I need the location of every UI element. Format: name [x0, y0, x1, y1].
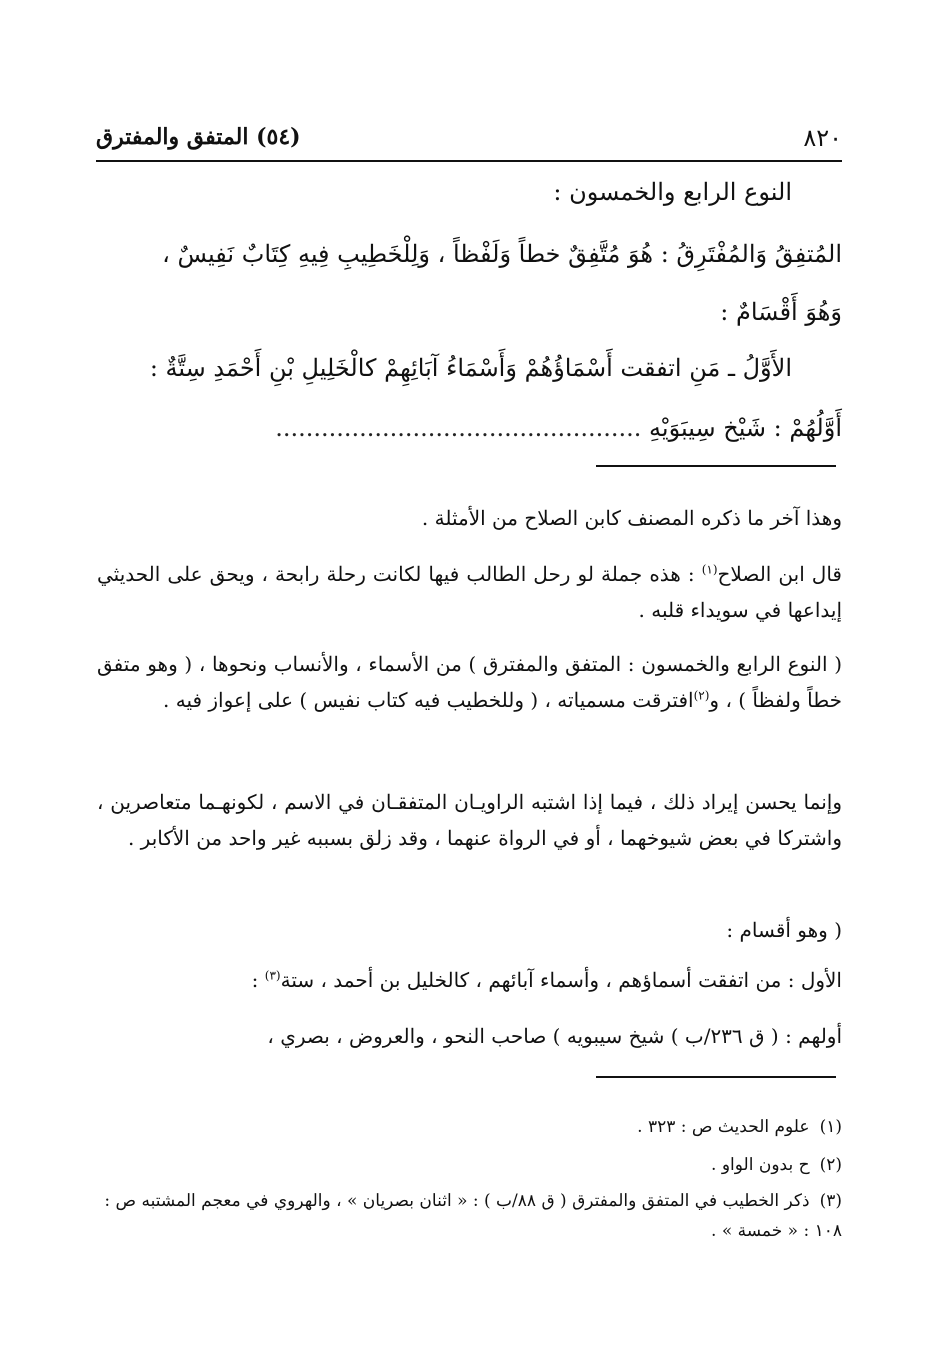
paragraph-text: قال ابن الصلاح — [717, 562, 842, 586]
paragraph-text: : هذه جملة لو رحل الطالب فيها لكانت رحلة رابحة ، ويحق على الحديثي إيداعها في سويداء قلبه . — [97, 562, 842, 622]
footnote-text: ح بدون الواو . — [711, 1155, 810, 1175]
footnote-rule — [596, 1076, 836, 1078]
footnote-ref: (٣) — [264, 968, 281, 983]
verse-dots: ................................................ — [275, 414, 642, 442]
section-title: (٥٤) المتفق والمفترق — [96, 124, 301, 150]
verse-line — [97, 414, 842, 443]
verse-line: الأَوَّلُ ـ مَنِ اتفقت أَسْمَاؤُهُمْ وَأَسْمَاءُ آبَائِهِمْ كالْخَلِيلِ بْنِ أَحْمَدِ سِتَّةٌ : — [149, 354, 792, 382]
footnote-text: ذكر الخطيب في المتفق والمفترق ( ق ٨٨/ب ) : « اثنان بصريان » ، والهروي في معجم المشتبه ص : ١٠٨ : « خمسة » . — [104, 1191, 842, 1241]
paragraph-text: الأول : من اتفقت أسماؤهم ، وأسماء آبائهم ، كالخليل بن أحمد ، ستة — [280, 968, 842, 992]
verse-line: النوع الرابع والخمسون : — [553, 178, 792, 206]
footnote-text: علوم الحديث ص : ٣٢٣ . — [637, 1117, 810, 1137]
paragraph — [97, 962, 842, 998]
footnote-ref: (٢) — [693, 688, 710, 703]
paragraph: وهذا آخر ما ذكره المصنف كابن الصلاح من الأمثلة . — [421, 506, 842, 530]
paragraph: أولهم : ( ق ٢٣٦/ب ) شيخ سيبويه ) صاحب النحو ، والعروض ، بصري ، — [267, 1024, 842, 1048]
page-number: ٨٢٠ — [803, 124, 842, 152]
paragraph — [97, 556, 842, 628]
paragraph-text: : — [251, 968, 265, 992]
header-rule — [96, 160, 842, 162]
verse-rule — [596, 465, 836, 467]
footnote-ref: (١) — [701, 562, 718, 577]
paragraph: وإنما يحسن إيراد ذلك ، فيما إذا اشتبه الراويـان المتفقـان في الاسم ، لكونهـما متعاصرين ، واشتركا في بعض شيوخهما ، أو في الرواة عنهما ، وقد زلق بسببه غير واحد من الأكابر . — [97, 790, 842, 850]
footnote — [102, 1150, 842, 1180]
page-header — [96, 124, 842, 160]
paragraph-text: ( النوع الرابع والخمسون : المتفق والمفترق ) من الأسماء ، والأنساب ونحوها ، ( وهو متفق خطاً ولفظاً ) ، و — [97, 652, 842, 712]
verse-line: وَهُوَ أَقْسَامٌ : — [720, 298, 842, 326]
paragraph — [97, 646, 842, 718]
verse-line: المُتفِقُ وَالمُفْتَرِقُ : هُوَ مُتَّفِقٌ خطاً وَلَفْظاً ، وَلِلْخَطِيبِ فِيهِ كِتَابٌ نَفِيسٌ ، — [162, 240, 842, 268]
paragraph-text: افترقت مسمياته ، ( وللخطيب فيه كتاب نفيس ) على إعواز فيه . — [163, 688, 694, 712]
paragraph: ( وهو أقسام : — [726, 918, 842, 942]
footnote-number: (١) — [819, 1117, 842, 1137]
footnote-number: (٣) — [819, 1191, 842, 1211]
footnote — [102, 1112, 842, 1142]
verse-text: أَوَّلُهُمْ : شَيْخ سِيبَوَيْهِ — [649, 414, 842, 442]
footnote — [102, 1186, 842, 1246]
footnote-number: (٢) — [819, 1155, 842, 1175]
